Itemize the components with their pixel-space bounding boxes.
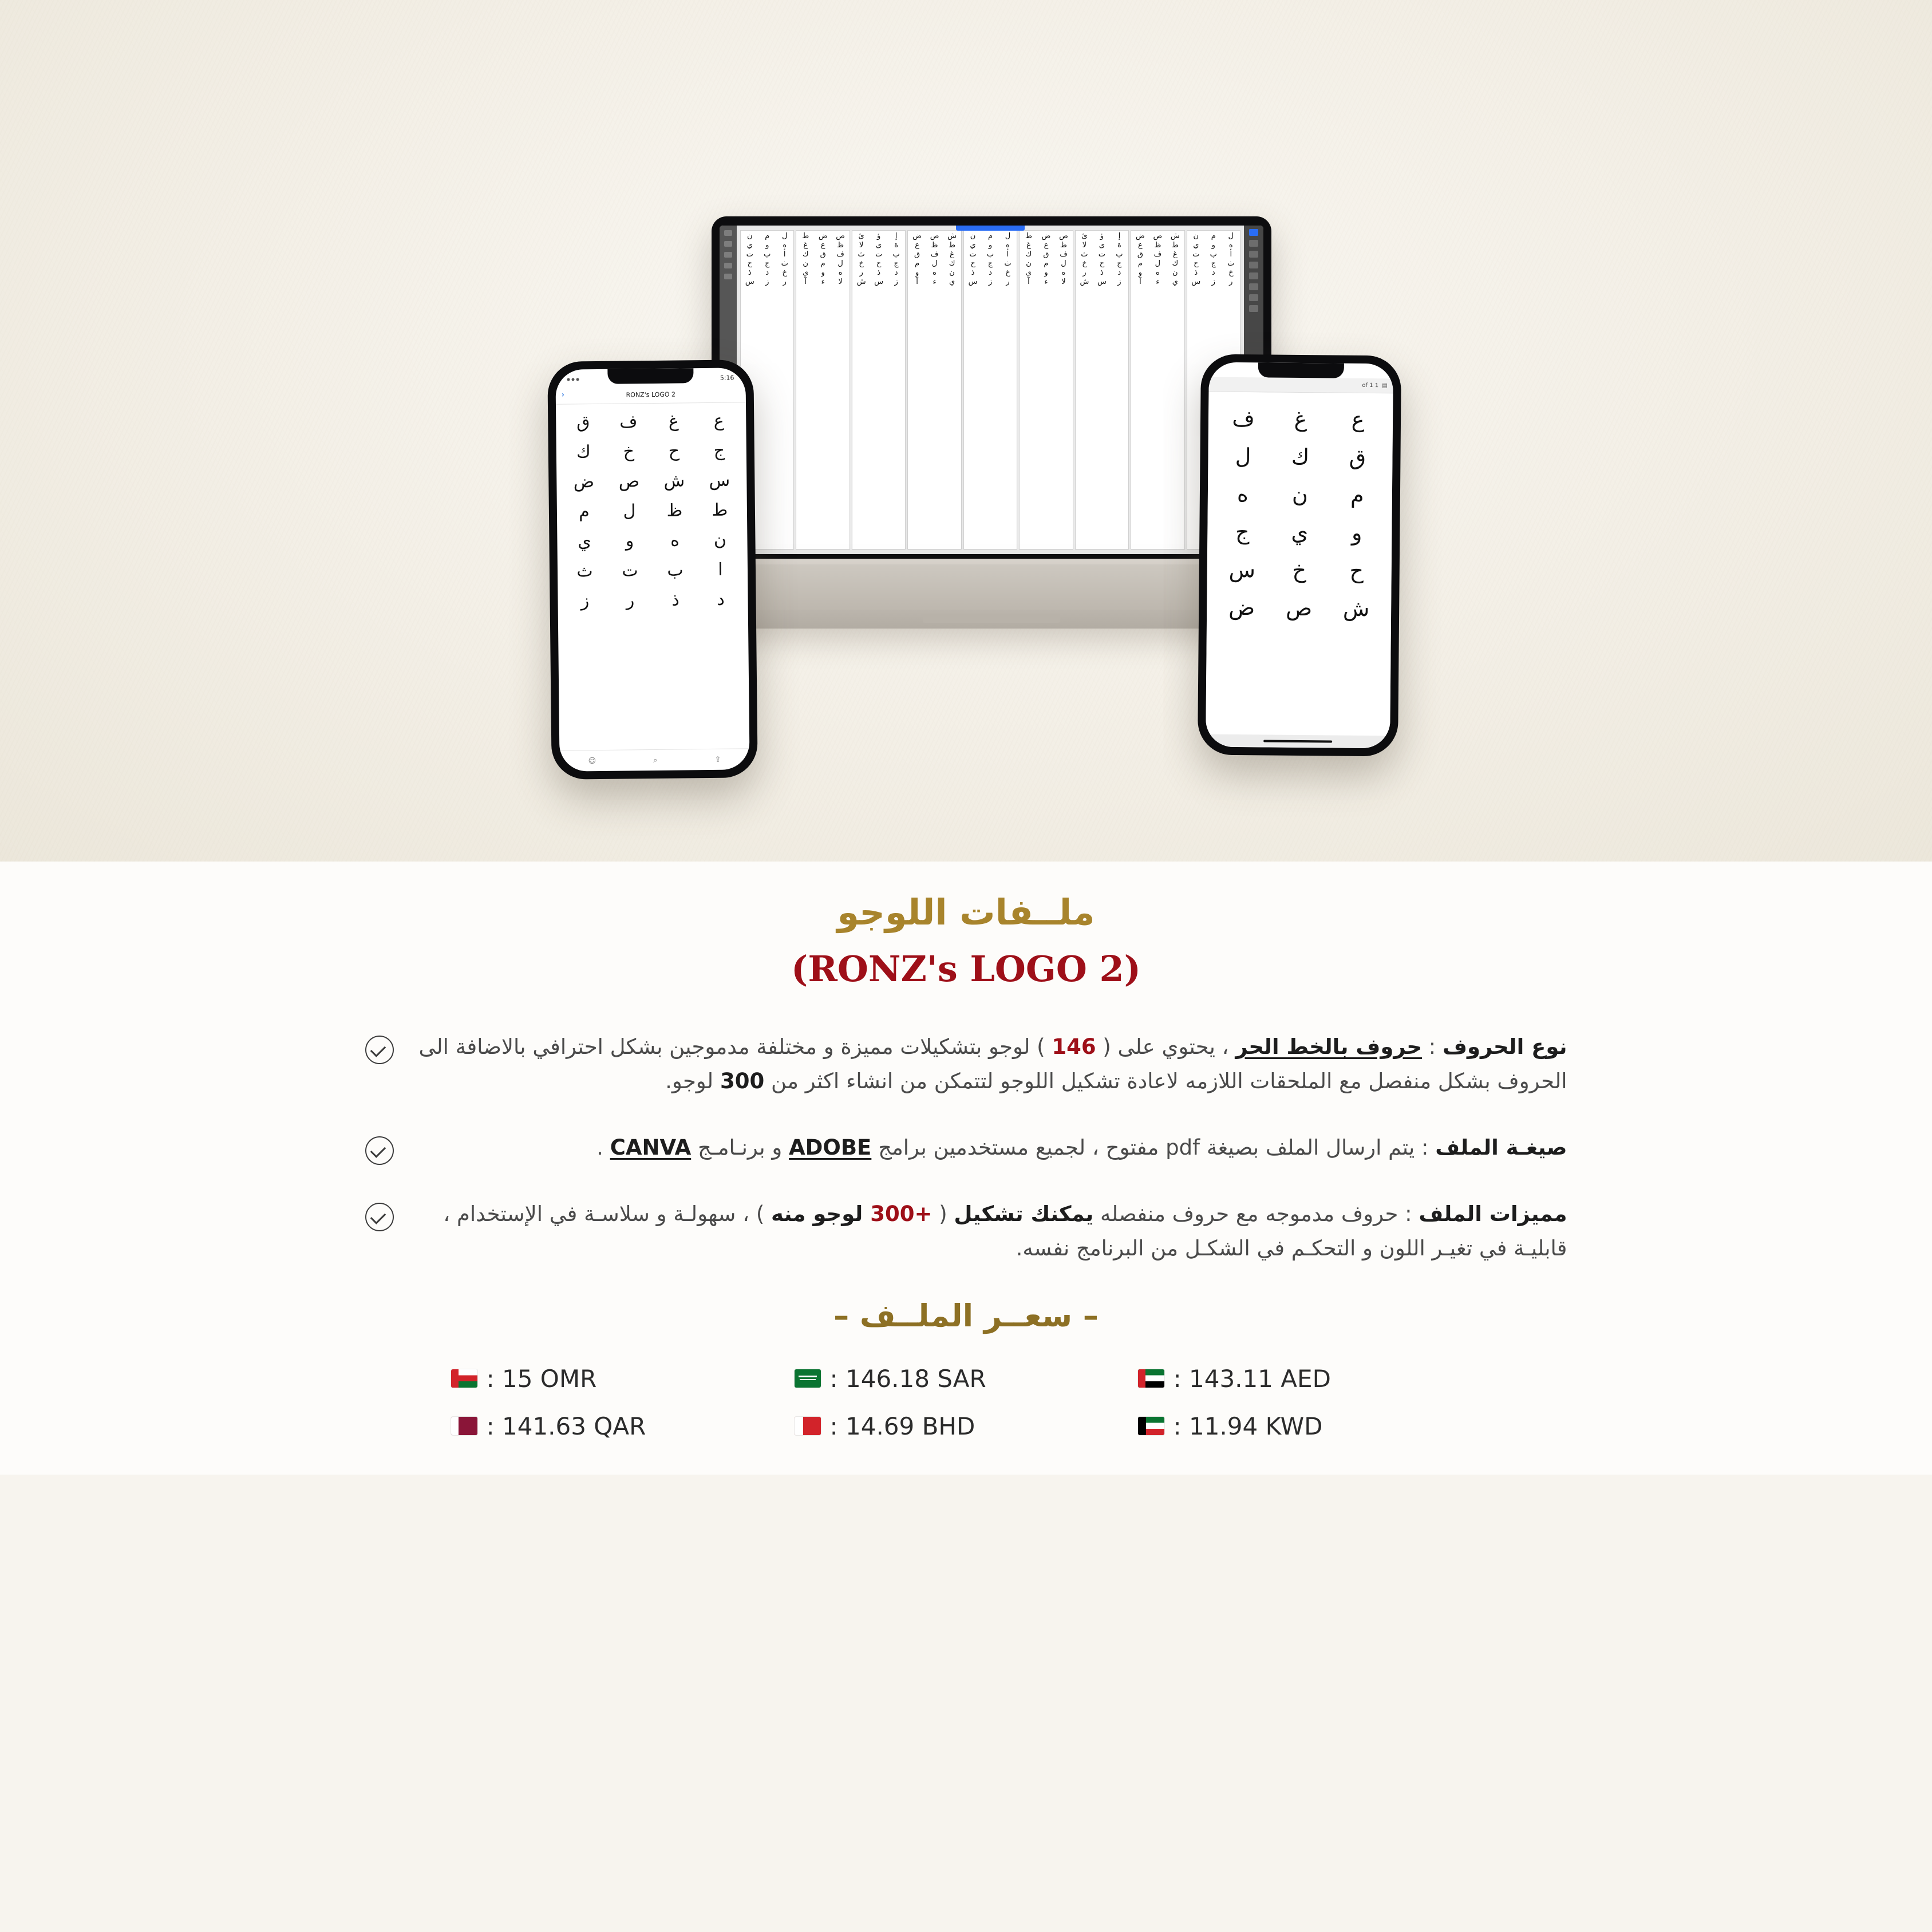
uae-flag-icon [1138,1369,1164,1388]
phone-screen-left [555,368,749,771]
eraser-tool-icon[interactable] [1249,294,1258,301]
price-item-aed [1138,1365,1481,1393]
price-list [451,1365,1481,1440]
properties-panel-icon[interactable] [724,230,732,236]
files-app-header [556,385,746,404]
swatches-panel-icon[interactable] [724,252,732,258]
artboard-cell[interactable]: ﺹ ﺽ ﻁ ﻅ ﻉ ﻍ ﻑ ﻕ ﻙ ﻝ ﻡ ﻥ ﻩ ﻭ ﻱ ﻻ ﺀ ﺁ [796,230,850,550]
illustrator-window [720,226,1263,554]
glyph-artboard-grid [740,230,1240,550]
price-item-kwd [1138,1412,1481,1440]
file-format-text [413,1131,1567,1165]
page-title-arabic: ملــفات اللوجو [837,891,1095,933]
artboard-cell[interactable]: ﺇ ﺅ ﺉ ﺓ ﻯ ﻻ ﺏ ﺕ ﺙ ﺝ ﺡ ﺥ ﺩ ﺫ ﺭ ﺯ ﺱ ﺵ [1075,230,1129,550]
illustrator-canvas[interactable] [737,226,1244,554]
artboard-cell[interactable]: ﻝ ﻡ ﻥ ﻩ ﻭ ﻱ ﺃ ﺏ ﺕ ﺙ ﺝ ﺡ ﺥ ﺩ ﺫ ﺭ ﺯ ﺱ [740,230,794,550]
phrase: لوجو. [665,1068,720,1093]
phrase: . [596,1135,610,1160]
laptop-trackpad [923,614,1060,623]
phrase: ( [932,1201,954,1226]
price-value: : 141.63 QAR [486,1412,646,1440]
feature-highlight: يمكنك تشكيل [954,1201,1094,1226]
feature-list [365,1030,1567,1266]
pdf-page-content[interactable]: ﻉ ﻍ ﻑ ﻕ ﻙ ﻝ ﻡ ﻥ ﻩ ﻭ ﻱ ﺝ ﺡ ﺥ ﺱ ﺵ ﺹ ﺽ [1206,392,1393,736]
letters-type-underline: حروف بالخط الحر [1235,1034,1423,1059]
logo-thumbnail-grid[interactable]: ﻉ ﻍ ﻑ ﻕ ﺝ ﺡ ﺥ ﻙ ﺱ ﺵ ﺹ ﺽ ﻁ ﻅ ﻝ ﻡ ﻥ ﻩ ﻭ ﻱ ﺍ ﺏ ﺕ ﺙ ﺩ ﺫ ﺭ ﺯ [573,410,730,611]
price-item-qar [451,1412,795,1440]
price-section-title: – سعــر الملــف – [833,1297,1099,1334]
sep: : [1422,1034,1443,1059]
letters-type-text [413,1030,1567,1099]
artboard-cell[interactable]: ﺹ ﺽ ﻁ ﻅ ﻉ ﻍ ﻑ ﻕ ﻙ ﻝ ﻡ ﻥ ﻩ ﻭ ﻱ ﻻ ﺀ ﺁ [1019,230,1073,550]
account-icon[interactable]: ☺ [588,756,596,765]
check-circle-icon [365,1136,394,1165]
pen-tool-icon[interactable] [1249,251,1258,258]
letters-count: 146 [1052,1034,1096,1059]
phrase: ) ، سهولـة و سلاسـة في الإستخدام ، قابليـة في تغيـر اللون و التحكـم في الشكـل من البرنامج نفسه. [443,1201,1567,1261]
canva-brand: CANVA [610,1135,692,1160]
libraries-panel-icon[interactable] [724,274,732,279]
home-indicator [1206,734,1390,749]
type-tool-icon[interactable] [1249,262,1258,268]
list-item [365,1197,1567,1266]
artboard-cell[interactable]: ﺇ ﺅ ﺉ ﺓ ﻯ ﻻ ﺏ ﺕ ﺙ ﺝ ﺡ ﺥ ﺩ ﺫ ﺭ ﺯ ﺱ ﺵ [852,230,906,550]
files-tab-bar[interactable] [559,748,749,771]
layers-panel-icon[interactable] [724,241,732,247]
adobe-brand: ADOBE [789,1135,872,1160]
artboard-cell[interactable]: ﺵ ﺹ ﺽ ﻁ ﻅ ﻉ ﻍ ﻑ ﻕ ﻙ ﻝ ﻡ ﻥ ﻩ ﻭ ﻱ ﺀ ﺁ [1131,230,1184,550]
price-value: : 15 OMR [486,1364,597,1393]
feature-highlight-2: لوجو منه [771,1201,871,1226]
back-icon[interactable]: ‹ [561,390,565,400]
status-indicators [567,378,579,381]
phone-screen-right [1206,362,1393,749]
search-icon[interactable]: ⌕ [653,756,658,765]
laptop-keyboard [718,564,1265,610]
saudi-flag-icon [795,1369,821,1388]
list-item [365,1030,1567,1099]
pdf-viewer-toolbar[interactable] [1208,377,1393,394]
qatar-flag-icon [451,1417,477,1435]
status-time: 5:16 [720,373,734,382]
check-circle-icon [365,1036,394,1064]
price-item-omr [451,1365,795,1393]
share-icon[interactable]: ⇪ [714,755,721,764]
product-description-section [0,862,1932,1475]
artboard-cell[interactable]: ﺵ ﺹ ﺽ ﻁ ﻅ ﻉ ﻍ ﻑ ﻕ ﻙ ﻝ ﻡ ﻥ ﻩ ﻭ ﻱ ﺀ ﺁ [907,230,961,550]
letters-type-label: نوع الحروف [1443,1034,1567,1059]
logo-count: 300 [720,1068,765,1093]
file-features-text [413,1197,1567,1266]
price-value: : 143.11 AED [1173,1364,1331,1393]
selection-tool-icon[interactable] [1249,229,1258,236]
logo-count-badge: +300 [870,1201,933,1226]
oman-flag-icon [451,1369,477,1388]
phrase: : حروف مدموجه مع حروف منفصله [1093,1201,1419,1226]
phrase: : يتم ارسال الملف بصيغة pdf مفتوح ، لجميع مستخدمين برامج [871,1135,1436,1160]
folder-title: RONZ's LOGO 2 [626,390,676,398]
kuwait-flag-icon [1138,1417,1164,1435]
artboard-cell[interactable]: ﻝ ﻡ ﻥ ﻩ ﻭ ﻱ ﺃ ﺏ ﺕ ﺙ ﺝ ﺡ ﺥ ﺩ ﺫ ﺭ ﺯ ﺱ [963,230,1017,550]
file-format-label: صيغـة الملف [1435,1135,1567,1160]
phone-mockup-left [547,359,758,780]
phrase: و برنـامـج [691,1135,789,1160]
laptop-screen [712,216,1271,560]
price-item-sar [795,1365,1138,1393]
price-value: : 14.69 BHD [829,1412,975,1440]
page-indicator: 1 of 1 [1362,382,1379,389]
phone-notch [607,368,693,384]
phone-notch [1258,362,1344,378]
brush-tool-icon[interactable] [1249,283,1258,290]
direct-selection-tool-icon[interactable] [1249,240,1258,247]
list-item [365,1131,1567,1165]
file-features-label: مميزات الملف [1419,1201,1567,1226]
artboard-cell[interactable]: ﻝ ﻡ ﻥ ﻩ ﻭ ﻱ ﺃ ﺏ ﺕ ﺙ ﺝ ﺡ ﺥ ﺩ ﺫ ﺭ ﺯ ﺱ [1187,230,1240,550]
phrase: ) لوجو بتشكيلات مميزة و مختلفة مدموجين بشكل احترافي بالاضافة الى الحروف بشكل منفصل مع الملحقات اللازمه لاعادة تشكيل اللوجو لتتمكن من انشاء اكثر من [418,1034,1567,1093]
price-value: : 11.94 KWD [1173,1412,1323,1440]
zoom-tool-icon[interactable] [1249,305,1258,312]
document-tab[interactable] [956,226,1025,231]
phrase: ، يحتوي على ( [1096,1034,1236,1059]
laptop-mockup [712,216,1271,674]
check-circle-icon [365,1203,394,1231]
bahrain-flag-icon [795,1417,821,1435]
phone-mockup-right [1198,354,1401,756]
price-value: : 146.18 SAR [829,1364,986,1393]
page-title-english: (RONZ's LOGO 2) [791,948,1141,990]
shape-tool-icon[interactable] [1249,272,1258,279]
price-item-bhd [795,1412,1138,1440]
brushes-panel-icon[interactable] [724,263,732,268]
hero-mockup-section [0,0,1932,862]
pages-icon[interactable]: ▤ [1382,382,1388,389]
